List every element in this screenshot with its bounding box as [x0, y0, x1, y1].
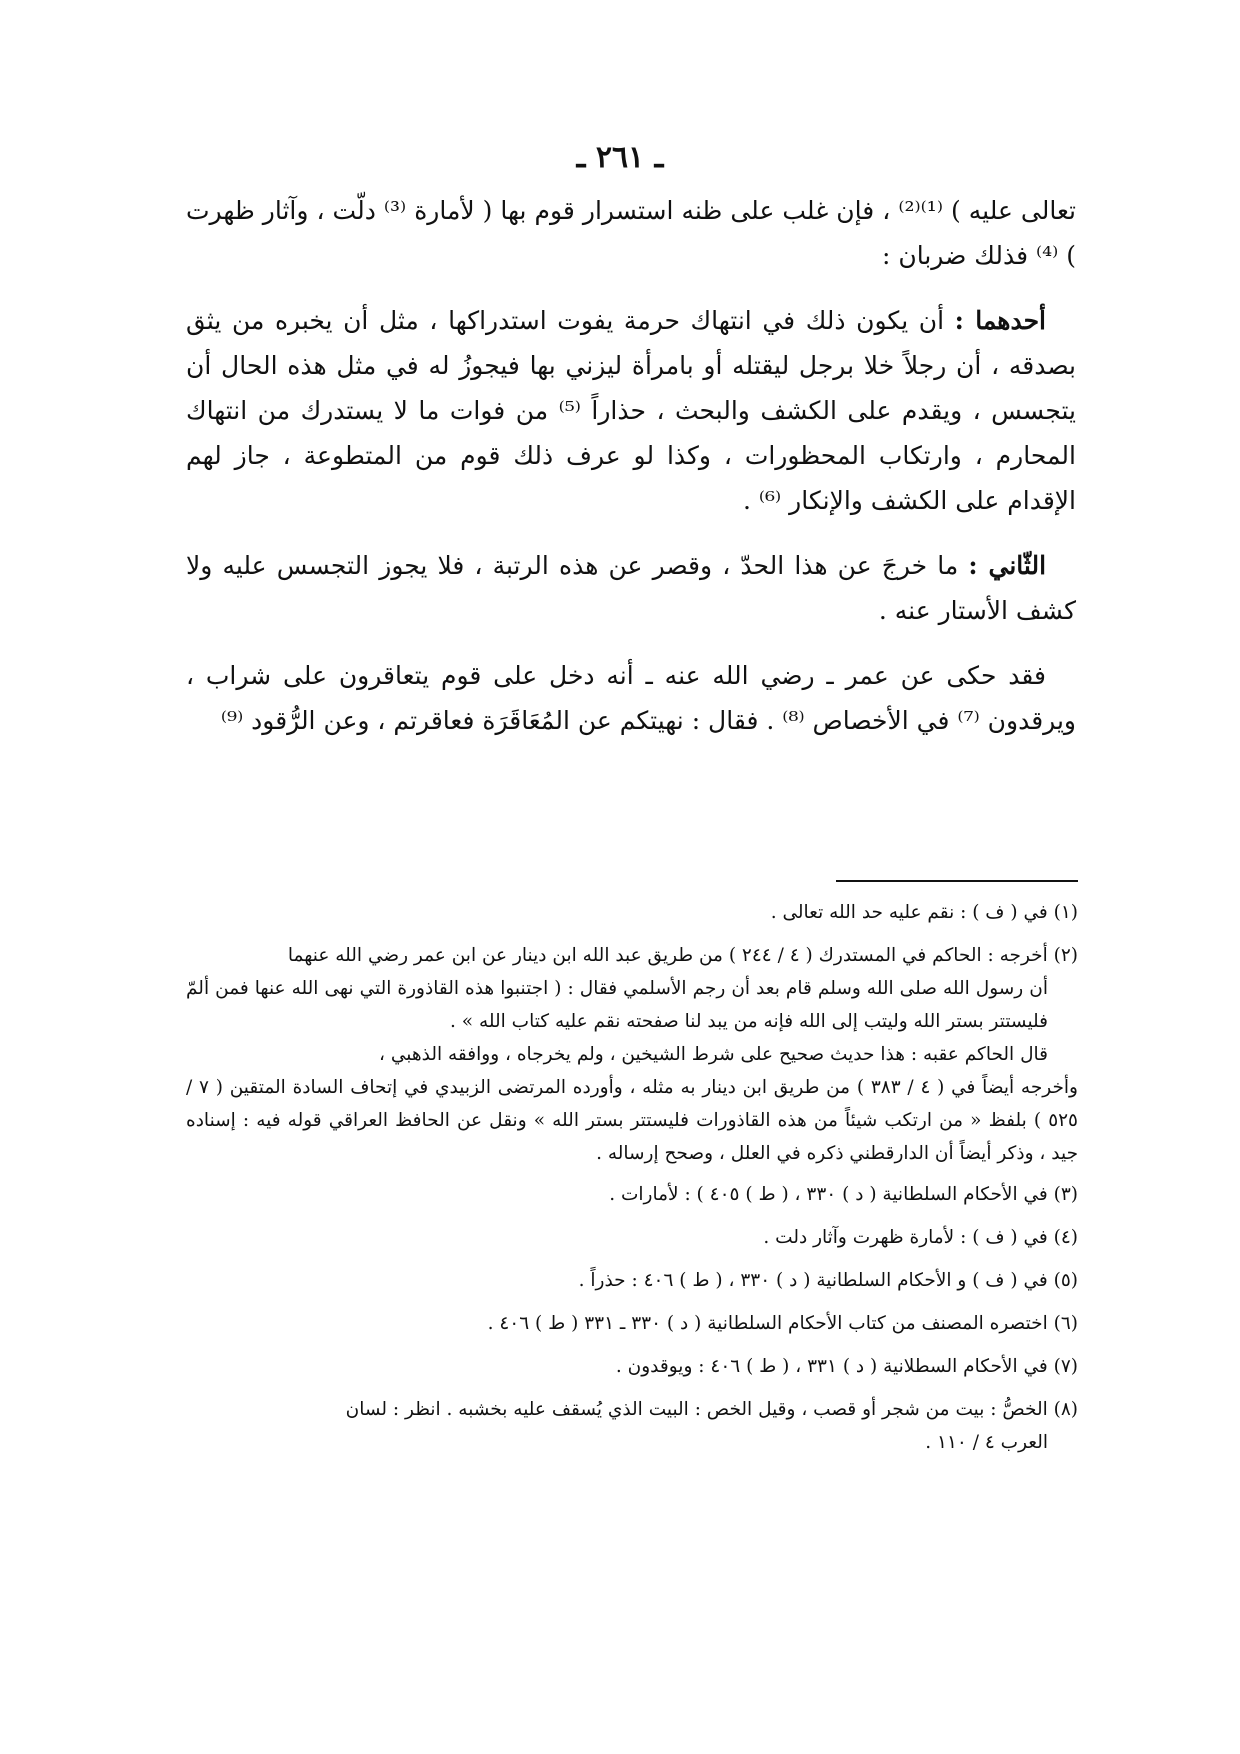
paragraph-2-lead: أحدهما : [954, 306, 1046, 335]
paragraph-4: فقد حكى عن عمر ـ رضي الله عنه ـ أنه دخل على قوم يتعاقرون على شراب ، ويرقدون ⁽⁷⁾ في الأخصاص ⁽⁸⁾ . فقال : نهيتكم عن المُعَاقَرَة فعاقرتم ، وعن الرُّقود ⁽⁹⁾ [186, 661, 1076, 735]
footnote-6: (٦) اختصره المصنف من كتاب الأحكام السلطانية ( د ) ٣٣٠ ـ ٣٣١ ( ط ) ٤٠٦ . [487, 1313, 1078, 1334]
paragraph-1: تعالى عليه ) ⁽¹⁾⁽²⁾ ، فإن غلب على ظنه استسرار قوم بها ( لأمارة ⁽³⁾ دلّت ، وآثار ظهرت ) ⁽⁴⁾ فذلك ضربان : [186, 196, 1076, 270]
footnote-8 [186, 1393, 1078, 1459]
footnote-7: (٧) في الأحكام السطلانية ( د ) ٣٣١ ، ( ط ) ٤٠٦ : ويوقدون . [615, 1356, 1078, 1377]
footnote-2-body: أن رسول الله صلى الله وسلم قام بعد أن رجم الأسلمي فقال : ( اجتنبوا هذه القاذورة التي نهى الله عنها فمن ألمّ فليستتر بستر الله وليتب إلى الله فإنه من يبد لنا صفحته نقم عليه كتاب الله » . [186, 978, 1048, 1032]
footnote-2-first: (٢) أخرجه : الحاكم في المستدرك ( ٤ / ٢٤٤ ) من طريق عبد الله ابن دينار عن ابن عمر رضي الله عنهما [287, 945, 1078, 966]
paragraph-3 [186, 543, 1076, 633]
page-number: ـ ٢٦١ ـ [576, 140, 664, 175]
footnote-3: (٣) في الأحكام السلطانية ( د ) ٣٣٠ ، ( ط ) ٤٠٥ ) : لأمارات . [609, 1184, 1078, 1205]
footnotes [186, 896, 1078, 1469]
paragraph-2-text: أن يكون ذلك في انتهاك حرمة يفوت استدراكها ، مثل أن يخبره من يثق بصدقه ، أن رجلاً خلا برجل ليقتله أو بامرأة ليزني بها فيجوزُ له في مثل هذه الحال أن يتجسس ، ويقدم على الكشف والبحث ، حذاراً ⁽⁵⁾ من فوات ما لا يستدرك من انتهاك المحارم ، وارتكاب المحظورات ، وكذا لو عرف ذلك قوم من المتطوعة ، جاز لهم الإقدام على الكشف والإنكار ⁽⁶⁾ . [186, 306, 1076, 515]
footnote-2 [186, 939, 1078, 1170]
footnote-4: (٤) في ( ف ) : لأمارة ظهرت وآثار دلت . [763, 1227, 1078, 1248]
main-text [186, 188, 1076, 765]
footnote-5: (٥) في ( ف ) و الأحكام السلطانية ( د ) ٣٣٠ ، ( ط ) ٤٠٦ : حذراً . [578, 1270, 1078, 1291]
footnote-1: (١) في ( ف ) : نقم عليه حد الله تعالى . [770, 902, 1078, 923]
footnote-2-hakim: قال الحاكم عقبه : هذا حديث صحيح على شرط الشيخين ، ولم يخرجاه ، ووافقه الذهبي ، [379, 1044, 1048, 1065]
footnote-separator [836, 880, 1078, 882]
paragraph-2 [186, 298, 1076, 523]
paragraph-3-lead: الثّاني : [968, 551, 1047, 580]
footnote-8-rest: العرب ٤ / ١١٠ . [925, 1432, 1048, 1453]
paragraph-3-text: ما خرجَ عن هذا الحدّ ، وقصر عن هذه الرتبة ، فلا يجوز التجسس عليه ولا كشف الأستار عنه . [186, 551, 1076, 625]
footnote-2-also: وأخرجه أيضاً في ( ٤ / ٣٨٣ ) من طريق ابن دينار به مثله ، وأورده المرتضى الزبيدي في إتحاف السادة المتقين ( ٧ / ٥٢٥ ) بلفظ « من ارتكب شيئاً من هذه القاذورات فليستتر بستر الله » ونقل عن الحافظ العراقي قوله فيه : إسناده جيد ، وذكر أيضاً أن الدارقطني ذكره في العلل ، وصحح إرساله . [186, 1077, 1078, 1164]
footnote-8-first: (٨) الخصُّ : بيت من شجر أو قصب ، وقيل الخص : البيت الذي يُسقف عليه بخشبه . انظر : لسان [345, 1399, 1078, 1420]
